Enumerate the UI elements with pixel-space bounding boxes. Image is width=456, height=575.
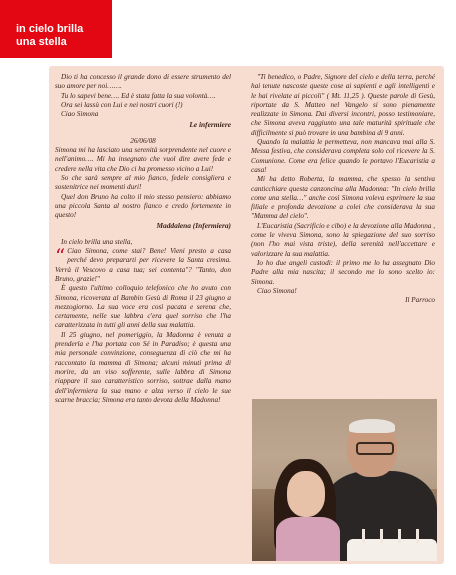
maddalena-paragraph-3: Quel don Bruno ha colto il mio stesso pensiero: abbiamo una piccola Santa al nostro fianco e credo fortemente in questo!: [55, 192, 231, 220]
section-tag: [0, 0, 112, 58]
photo-priest-and-girl: [252, 399, 437, 561]
maddalena-signature: Maddalena (Infermiera): [156, 221, 231, 231]
parroco-paragraph-2: Quando la malattia le permetteva, non mancava mai alla S. Messa festiva, che considerava completa solo col ricevere la S. Comunione. Come era felice quando le portavo l'Eucaristia a casa!: [251, 138, 435, 174]
parroco-signature: Il Parroco: [405, 296, 435, 305]
parroco-paragraph-1: "Ti benedico, o Padre, Signore del cielo e della terra, perché hai tenute nascoste queste cose ai sapienti e agli intelligenti e le hai rivelate ai piccoli" ( Mt. 11,25 ). Queste parole di Gesù, riportate da S. Matteo nel Vangelo si sono pienamente realizzate in Simona. Dai diversi incontri, posso testimoniare, che Simona aveva raggiunto una tale maturità spirituale che difficilmente si può trovare in una bambina di 9 anni.: [251, 73, 435, 137]
section-tag-line1: in cielo brilla: [16, 23, 84, 35]
left-column: [55, 73, 231, 405]
nurses-paragraph-1: Dio ti ha concesso il grande dono di essere strumento del suo amore per noi…….: [55, 73, 231, 91]
maddalena-paragraph-1: Simona mi ha lasciato una serenità sorprendente nel cuore e nell'animo…. Mi ha insegnato che vuol dire avere fede e credere nella vita che Dio ci ha promesso vicino a Lui!: [55, 146, 231, 173]
priest-paragraph-2: È questo l'ultimo colloquio telefonico che ho avuto con Simona, ricoverata al Bambin Gesù di Roma il 23 giugno a mezzogiorno. La sua voce era così pacata e serena che, certamente, nelle sue labbra c'era quel sorriso che l'ha caratterizzata in tutti gli anni della sua malattia.: [55, 284, 231, 330]
right-column: [251, 73, 435, 305]
priest-intro: In cielo brilla una stella,: [61, 237, 133, 246]
section-tag-line2: una stella: [16, 36, 67, 48]
priest-quote-paragraph: “ Ciao Simona, come stai? Bene! Vieni presto a casa perché devo prepararti per ricevere la Santa cresima. Verrà il Vescovo a casa tua; sei contenta"? "Tanto, don Bruno, grazie!": [55, 244, 231, 283]
nurses-paragraph-2: Tu lo sapevi bene…. Ed è stata fatta la sua volontà….: [61, 91, 216, 100]
letter-date: 26/06/08: [130, 136, 156, 145]
parroco-paragraph-6: Ciao Simona!: [257, 286, 297, 295]
nurses-paragraph-3: Ora sei lassù con Lui e nei nostri cuori (!): [61, 100, 183, 109]
parroco-paragraph-3: Mi ha detto Roberta, la mamma, che spesso la sentiva canticchiare questa canzoncina alla Madonna: "In cielo brilla come una stella…" anche così Simona voleva esprimere la sua filiale e profonda devozione a colei che considerava la sua "Mamma del cielo".: [251, 175, 435, 221]
parroco-paragraph-5: Io ho due angeli custodi: il primo me lo ha assegnato Dio Padre alla mia nascita; il secondo me lo sono scelto io: Simona.: [251, 258, 435, 286]
parroco-paragraph-4: L'Eucaristia (Sacrificio e cibo) e la devozione alla Madonna , come le viveva Simona, sono la spiegazione del suo sorriso (non l'ho mai vista triste), della serenità nell'accettare e valorizzare la sua malattia.: [251, 221, 435, 258]
nurses-paragraph-4: Ciao Simona: [61, 110, 99, 119]
maddalena-paragraph-2: So che sarà sempre al mio fianco, fedele consigliera e sostenitrice nei momenti duri!: [55, 173, 231, 192]
priest-paragraph-3: Il 25 giugno, nel pomeriggio, la Madonna è venuta a prenderla e l'ha portata con Sé in Paradiso; è questa una mia personale convinzione, conseguenza di ciò che mi ha raccontato la mamma di Simona; alcuni minuti prima di morire, da un viso sofferente, sulle labbra di Simona riappare il suo caratteristico sorriso, sottrae dalla mano dell'infermiera la sua mano e alza verso il cielo le sue scarne braccia; Simona era tanto devota della Madonna!: [55, 330, 231, 404]
nurses-signature: Le infermiere: [189, 120, 231, 130]
open-quote-icon: “: [55, 244, 66, 269]
